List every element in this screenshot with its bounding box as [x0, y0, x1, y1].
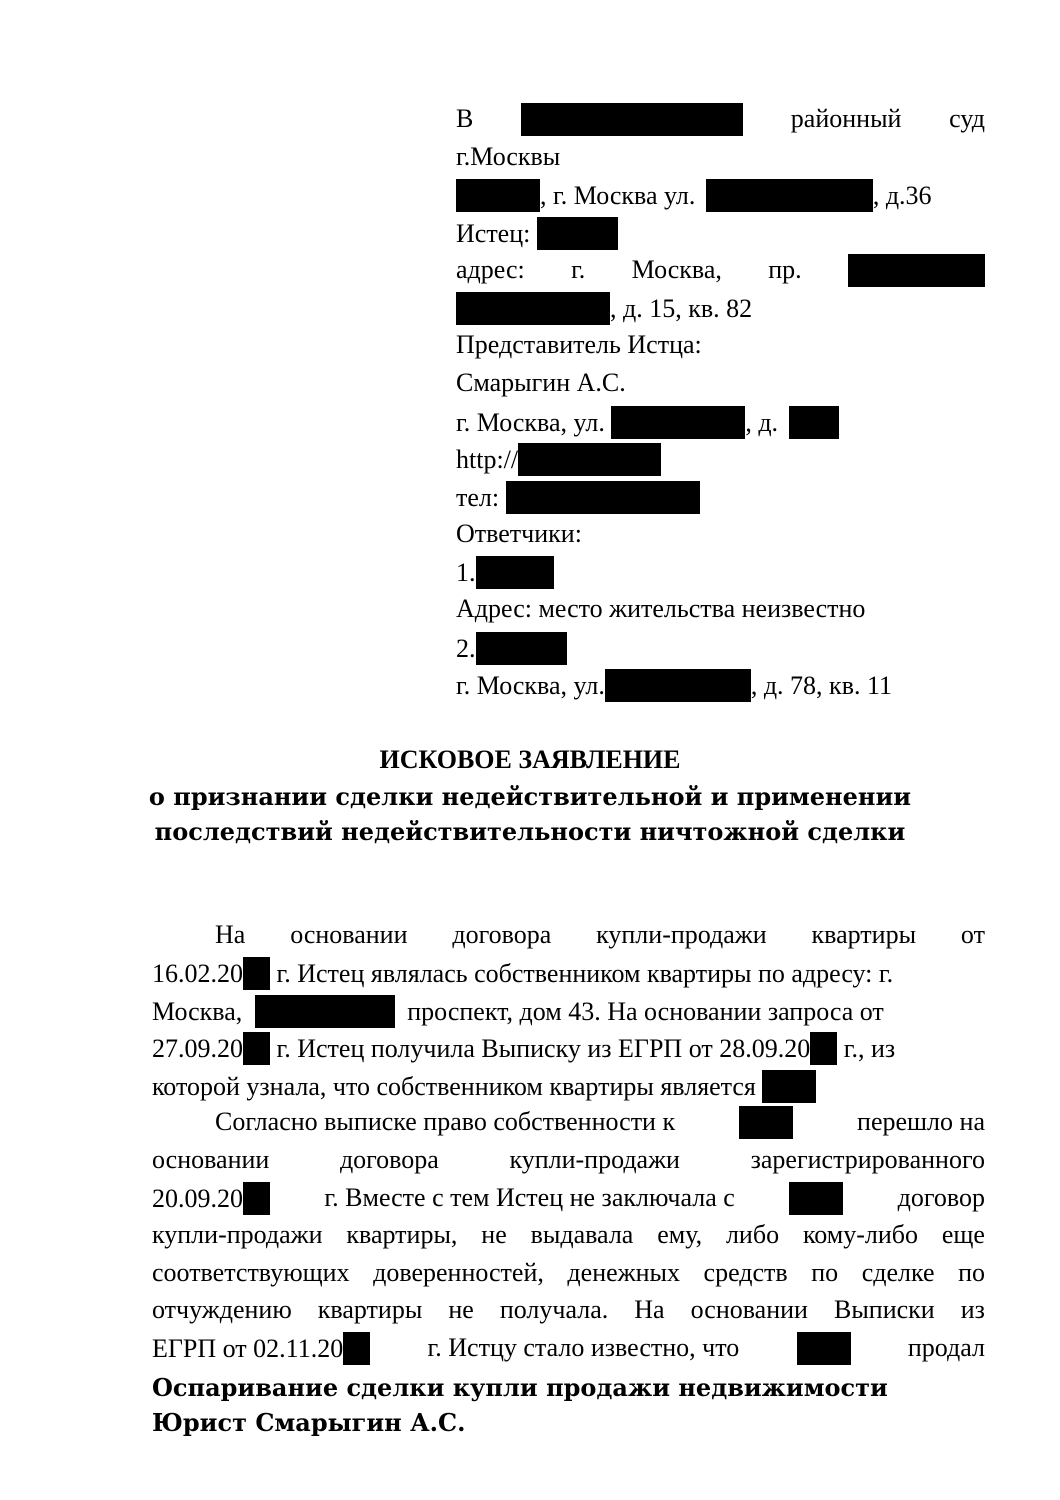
redacted-representative-street [611, 406, 745, 439]
representative-website: http:// [456, 443, 985, 473]
redacted-plaintiff-avenue [848, 254, 985, 287]
redacted-defendant-1 [476, 556, 554, 589]
court-word: суд [949, 104, 985, 133]
plaintiff-address-line-1: адрес: г. Москва, пр. [456, 255, 985, 285]
redacted-year [243, 1182, 270, 1215]
redacted-owner [762, 1070, 816, 1103]
defendants-label: Ответчики: [456, 519, 582, 548]
plaintiff-line [456, 217, 985, 247]
footer-line-2: Юрист Смарыгин А.С. [152, 1408, 466, 1437]
p2-line-1: Согласно выписке право собственности к перешло на [215, 1107, 985, 1137]
redacted-representative-house [789, 406, 839, 439]
redacted-court-name [521, 103, 743, 136]
defendant-1: 1. [456, 556, 985, 586]
defendant-2-address: г. Москва, ул. , д. 78, кв. 11 [456, 671, 892, 700]
p2-line-2: основании договора купли-продажи зарегистрированного [152, 1145, 985, 1174]
redacted-person [789, 1182, 843, 1215]
document-subtitle-line-1: о признании сделки недействительной и применении [148, 782, 912, 811]
defendant-1-address: Адрес: место жительства неизвестно [456, 594, 866, 623]
court-address-b: , д.36 [872, 181, 932, 210]
redacted-year [243, 957, 270, 990]
p1-line-1: На основании договора купли-продажи квартиры от [215, 920, 985, 949]
court-address [456, 179, 985, 209]
plaintiff-label: Истец: [456, 219, 531, 248]
p2-line-7: ЕГРП от 02.11.20 г. Истцу стало известно, что продал [152, 1333, 985, 1363]
redacted-year [810, 1032, 837, 1065]
representative-label: Представитель Истца: [456, 330, 702, 359]
redacted-plaintiff-avenue-cont [456, 292, 610, 325]
p2-line-4: купли-продажи квартиры, не выдавала ему, либо кому-либо еще [152, 1220, 985, 1249]
representative-address: г. Москва, ул. , д. [456, 406, 985, 436]
redacted-phone [506, 481, 700, 514]
redacted-person [739, 1106, 793, 1139]
defendant-2: 2. [456, 632, 985, 662]
plaintiff-address-line-2: , д. 15, кв. 82 [456, 292, 985, 322]
redacted-defendant-2-street [605, 669, 751, 702]
court-address-a: , г. Москва ул. [540, 181, 696, 210]
representative-phone: тел: [456, 481, 985, 511]
document-subtitle-line-2: последствий недействительности ничтожной сделки [154, 817, 906, 846]
p1-line-3: Москва, проспект, дом 43. На основании запроса от [152, 997, 884, 1026]
p1-line-2: 16.02.20 г. Истец являлась собственником квартиры по адресу: г. [152, 959, 894, 988]
p1-line-4: 27.09.20 г. Истец получила Выписку из ЕГРП от 28.09.20 г., из [152, 1034, 896, 1063]
redacted-year [343, 1332, 370, 1365]
redacted-website [518, 443, 661, 476]
redacted-avenue [255, 995, 395, 1028]
document-title: ИСКОВОЕ ЗАЯВЛЕНИЕ [379, 745, 681, 774]
redacted-court-street [706, 179, 873, 212]
redacted-plaintiff-name [537, 217, 618, 250]
p2-line-6: отчуждению квартиры не получала. На основании Выписки из [152, 1295, 985, 1324]
p2-line-5: соответствующих доверенностей, денежных средств по сделке по [152, 1258, 985, 1287]
court-line [456, 104, 985, 134]
footer-line-1: Оспаривание сделки купли продажи недвижимости [152, 1373, 888, 1402]
p1-line-5: которой узнала, что собственником квартиры является [152, 1070, 985, 1100]
redacted-year [243, 1032, 270, 1065]
redacted-person [797, 1332, 851, 1365]
court-prefix: В [456, 104, 474, 133]
redacted-defendant-2 [476, 632, 567, 665]
court-word-a: районный [790, 104, 902, 133]
representative-name: Смарыгин А.С. [456, 368, 626, 397]
redacted-postcode [456, 179, 540, 212]
court-city: г.Москвы [456, 142, 561, 171]
p2-line-3: 20.09.20 г. Вместе с тем Истец не заключала с договор [152, 1183, 985, 1213]
